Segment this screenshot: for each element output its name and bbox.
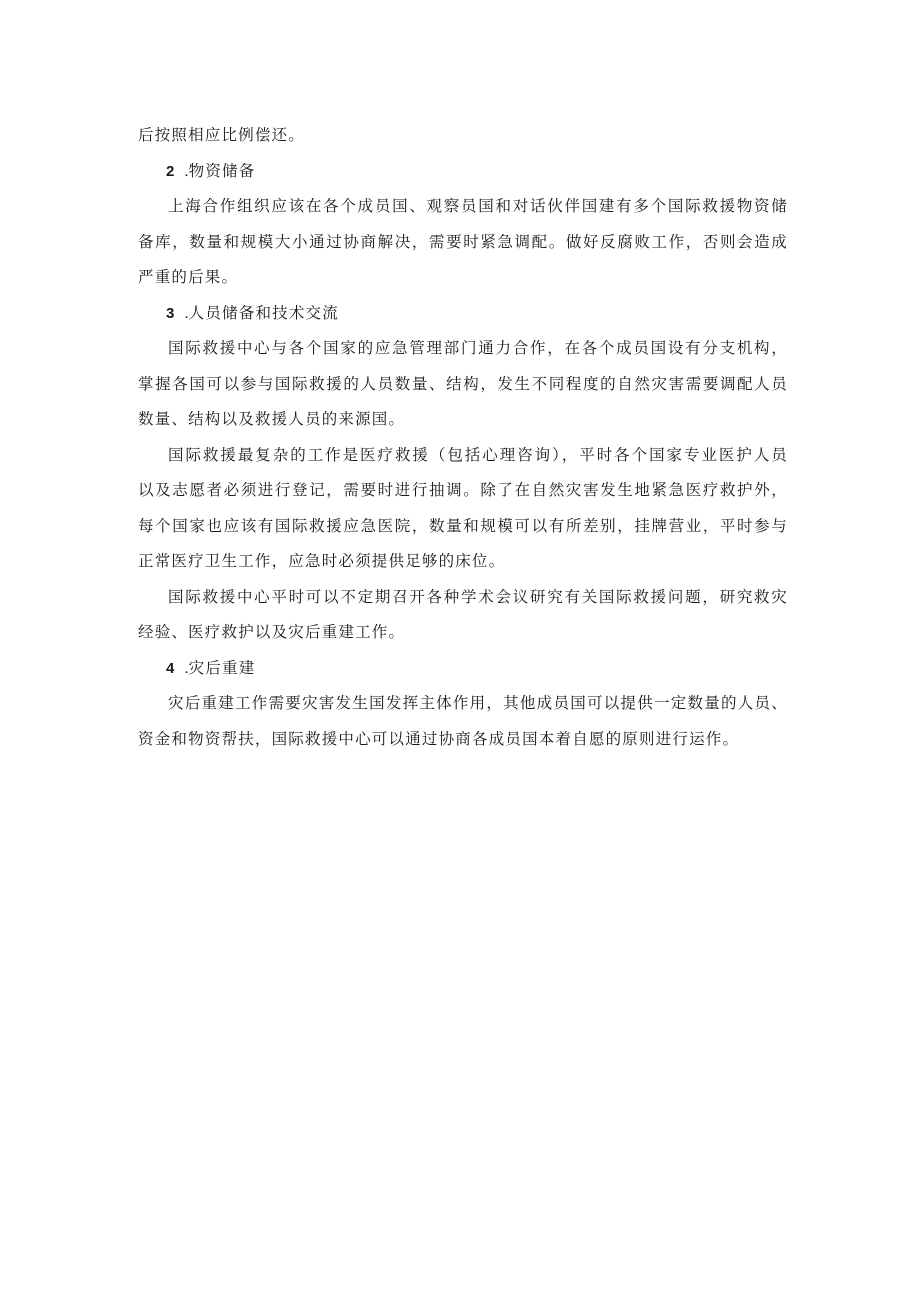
section-title: 人员储备和技术交流 — [188, 303, 339, 322]
paragraph-line: 后按照相应比例偿还。 — [138, 126, 306, 144]
paragraph-line: 上海合作组织应该在各个成员国、观察员国和对话伙伴国建有多个国际救援物资储 — [168, 197, 788, 215]
paragraph-line: 国际救援最复杂的工作是医疗救援（包括心理咨询），平时各个国家专业医护人员 — [168, 445, 788, 464]
section-heading: 2 .物资储备 — [166, 161, 256, 180]
document-body — [138, 118, 788, 757]
section-number: 3 — [166, 304, 175, 322]
paragraph-line: 每个国家也应该有国际救援应急医院，数量和规模可以有所差别，挂牌营业，平时参与 — [138, 516, 788, 535]
section-number: 2 — [166, 162, 175, 180]
paragraph-line: 以及志愿者必须进行登记，需要时进行抽调。除了在自然灾害发生地紧急医疗救护外， — [138, 481, 788, 499]
paragraph-line: 灾后重建工作需要灾害发生国发挥主体作用，其他成员国可以提供一定数量的人员、 — [168, 694, 788, 712]
paragraph — [138, 580, 788, 651]
paragraph — [138, 331, 788, 438]
paragraph-line: 国际救援中心与各个国家的应急管理部门通力合作，在各个成员国设有分支机构， — [168, 339, 788, 357]
paragraph-line: 数量、结构以及救援人员的来源国。 — [138, 410, 406, 428]
section-title: 灾后重建 — [188, 658, 256, 677]
paragraph — [138, 189, 788, 296]
paragraph-line: 资金和物资帮扶，国际救援中心可以通过协商各成员国本着自愿的原则进行运作。 — [138, 729, 740, 748]
section-heading: 4 .灾后重建 — [166, 658, 256, 677]
paragraph-line: 经验、医疗救护以及灾后重建工作。 — [138, 623, 406, 641]
section-heading: 3 .人员储备和技术交流 — [166, 303, 339, 322]
section-title: 物资储备 — [188, 161, 256, 180]
paragraph-line: 备库，数量和规模大小通过协商解决，需要时紧急调配。做好反腐败工作，否则会造成 — [138, 232, 788, 251]
section-number: 4 — [166, 659, 175, 677]
paragraph-line: 正常医疗卫生工作，应急时必须提供足够的床位。 — [138, 552, 506, 570]
paragraph-line: 严重的后果。 — [138, 268, 239, 286]
paragraph-line: 国际救援中心平时可以不定期召开各种学术会议研究有关国际救援问题，研究救灾 — [168, 587, 788, 606]
paragraph-line: 掌握各国可以参与国际救援的人员数量、结构，发生不同程度的自然灾害需要调配人员 — [138, 374, 788, 393]
paragraph — [138, 438, 788, 580]
paragraph — [138, 686, 788, 757]
